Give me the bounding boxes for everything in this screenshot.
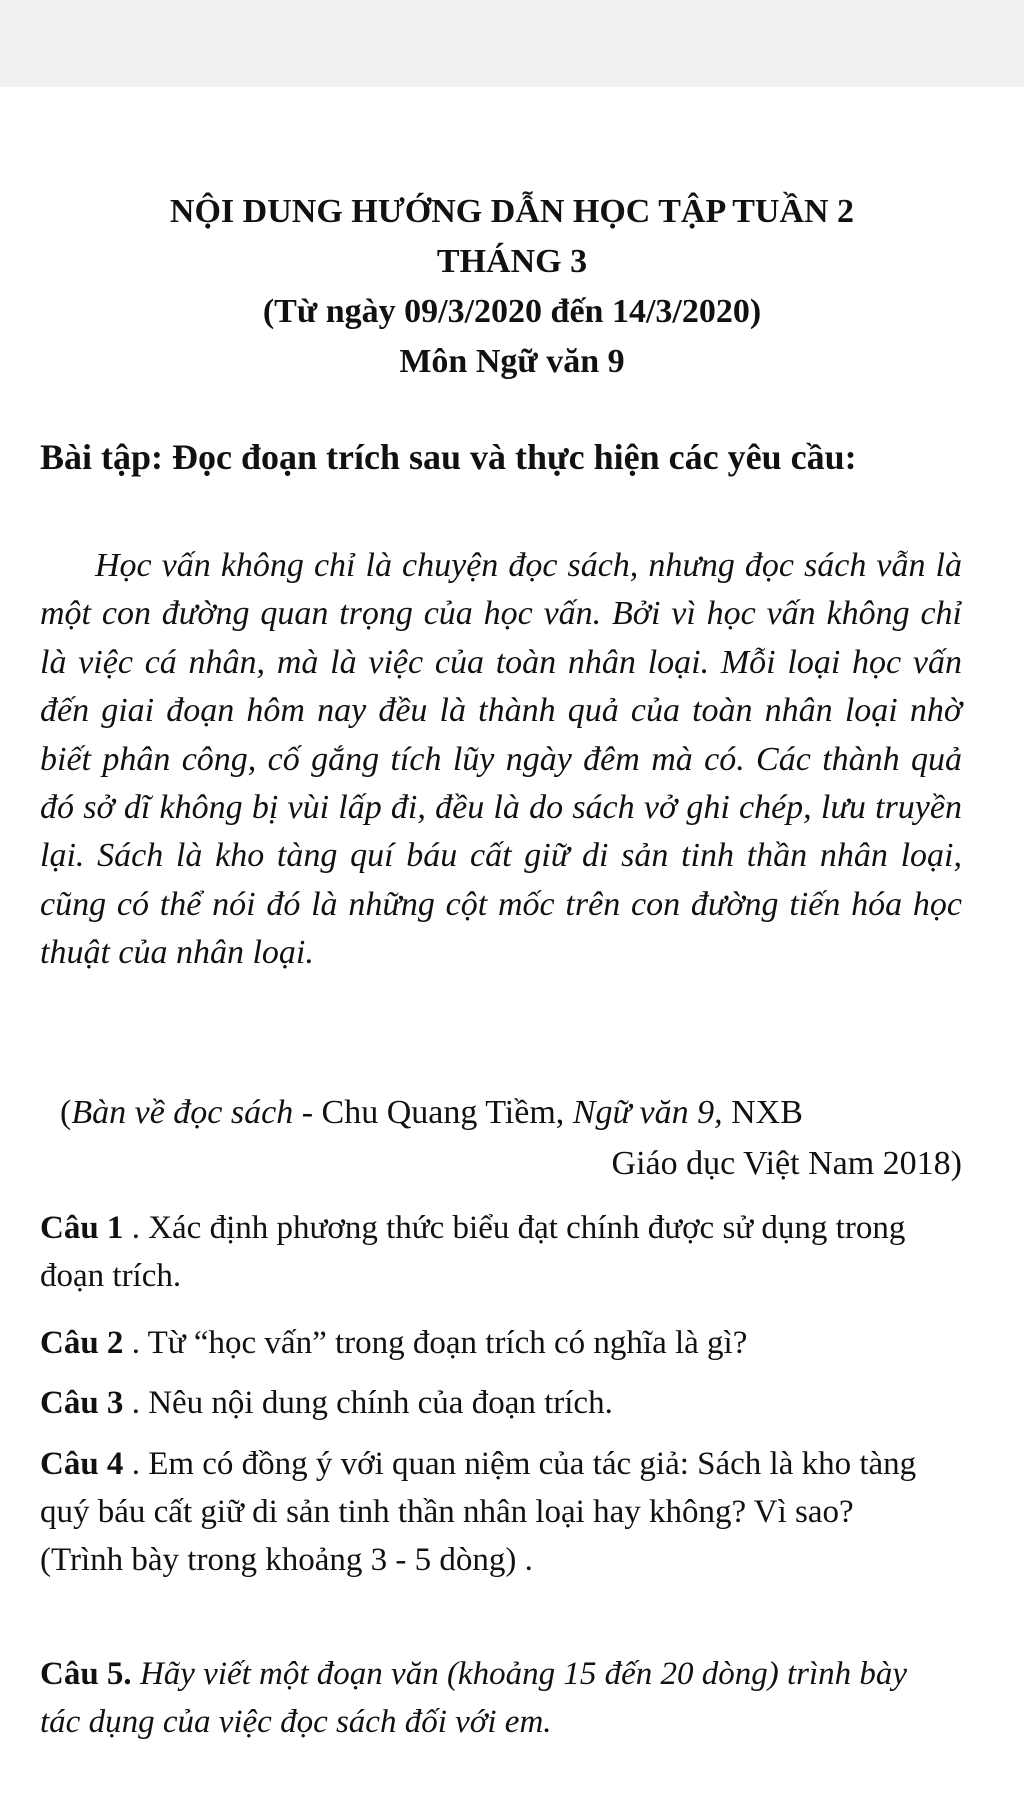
document-header [60, 187, 964, 387]
question-text: Hãy viết một đoạn văn (khoảng 15 đến 20 dòng) trình bày tác dụng của việc đọc sách đối với em. [40, 1656, 908, 1740]
source-publisher: NXB [722, 1094, 803, 1131]
question-text: Em có đồng ý với quan niệm của tác giả: Sách là kho tàng quý báu cất giữ di sản tinh thần nhân loại hay không? Vì sao? (Trình bày trong khoảng 3 - 5 dòng) . [40, 1446, 917, 1578]
question-3: Câu 3 . Nêu nội dung chính của đoạn trích. [40, 1385, 613, 1421]
passage-source [40, 1087, 962, 1189]
header-title: NỘI DUNG HƯỚNG DẪN HỌC TẬP TUẦN 2 [169, 193, 855, 230]
question-label: Câu 1 [40, 1210, 124, 1246]
header-month: THÁNG 3 [436, 243, 588, 280]
exercise-title: Bài tập: Đọc đoạn trích sau và thực hiện các yêu cầu: [40, 437, 857, 477]
source-book-title: Ngữ văn 9, [572, 1094, 723, 1131]
question-label: Câu 3 [40, 1385, 124, 1421]
document-page [0, 87, 1024, 1819]
passage-text: Học vấn không chỉ là chuyện đọc sách, nhưng đọc sách vẫn là một con đường quan trọng của học vấn. Bởi vì học vấn không chỉ là việc cá nhân, mà là việc của toàn nhân loại. Mỗi loại học vấn đến giai đoạn hôm nay đều là thành quả của toàn nhân loại nhờ biết phân công, cố gắng tích lũy ngày đêm mà có. Các thành quả đó sở dĩ không bị vùi lấp đi, đều là do sách vở ghi chép, lưu truyền lại. Sách là kho tàng quí báu cất giữ di sản tinh thần nhân loại, cũng có thể nói đó là những cột mốc trên con đường tiến hóa học thuật của nhân loại. [40, 547, 962, 972]
source-publisher-line: Giáo dục Việt Nam 2018) [611, 1145, 962, 1182]
question-text: Nêu nội dung chính của đoạn trích. [148, 1385, 613, 1421]
source-open-paren: ( [60, 1094, 72, 1131]
header-date-range: (Từ ngày 09/3/2020 đến 14/3/2020) [262, 293, 762, 330]
header-subject: Môn Ngữ văn 9 [399, 343, 625, 380]
source-work-title: Bàn về đọc sách [71, 1094, 294, 1131]
top-status-bar [0, 0, 1024, 87]
question-label: Câu 2 [40, 1325, 124, 1361]
question-4: Câu 4 . Em có đồng ý với quan niệm của tác giả: Sách là kho tàng quý báu cất giữ di sản tinh thần nhân loại hay không? Vì sao? (Trình bày trong khoảng 3 - 5 dòng) . [40, 1446, 917, 1578]
question-2: Câu 2 . Từ “học vấn” trong đoạn trích có nghĩa là gì? [40, 1325, 748, 1361]
source-author: - Chu Quang Tiềm, [293, 1094, 573, 1131]
question-5 [40, 1650, 940, 1746]
question-text: Từ “học vấn” trong đoạn trích có nghĩa là gì? [147, 1325, 748, 1361]
question-text: Xác định phương thức biểu đạt chính được sử dụng trong đoạn trích. [40, 1210, 906, 1294]
question-1: Câu 1 . Xác định phương thức biểu đạt chính được sử dụng trong đoạn trích. [40, 1210, 906, 1294]
question-label: Câu 4 [40, 1446, 124, 1482]
question-label: Câu 5. [40, 1656, 132, 1692]
